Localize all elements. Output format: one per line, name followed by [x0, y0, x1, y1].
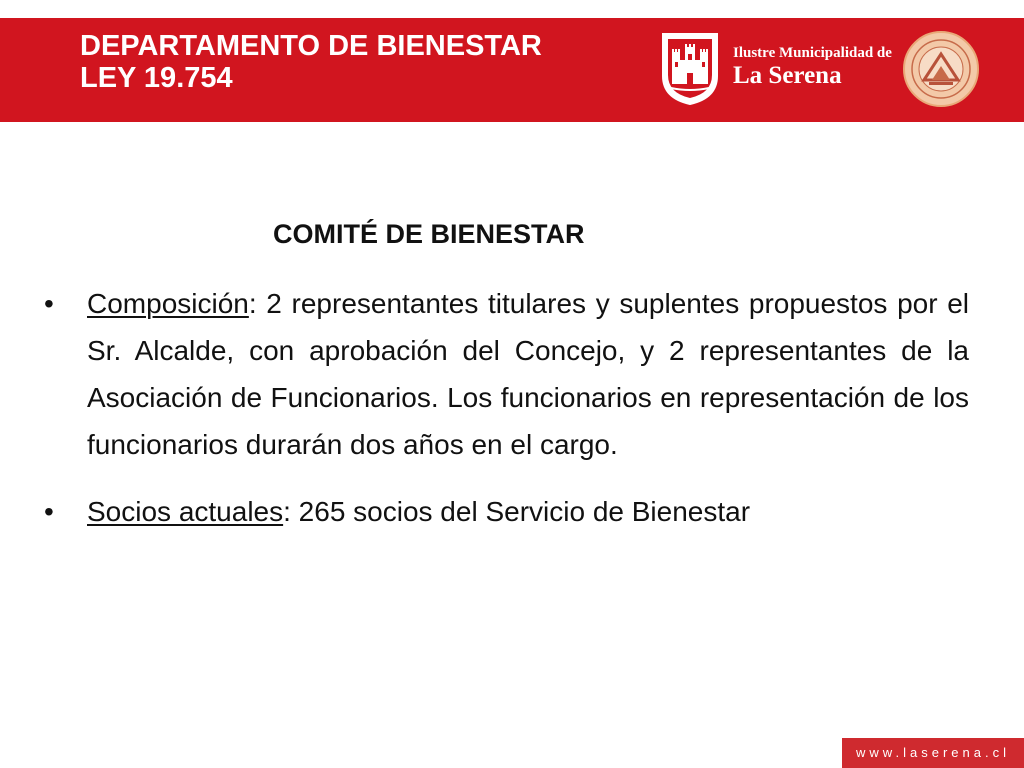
bullet-marker: • — [44, 288, 54, 319]
top-margin — [0, 0, 1024, 18]
bullet-list — [44, 280, 969, 535]
title-line-department: DEPARTAMENTO DE BIENESTAR — [80, 30, 542, 62]
bullet-separator: : — [248, 288, 257, 319]
circular-seal-icon — [902, 30, 980, 108]
bullet-term: Socios actuales — [87, 496, 284, 527]
title-line-law: LEY 19.754 — [80, 62, 233, 94]
municipality-name-line2: La Serena — [733, 62, 842, 89]
castle-crest-icon — [661, 32, 719, 106]
bullet-separator: : — [283, 496, 291, 527]
bullet-item-composition — [44, 280, 969, 468]
page-title — [80, 30, 660, 94]
bullet-body: 2 representantes titulares y suplentes propuestos por el Sr. Alcalde, con aprobación del Concejo, y 2 representantes de la Asociación de Funcionarios. Los funcionarios en representación de los funcionarios durarán dos años en el cargo. — [87, 288, 969, 460]
section-title: COMITÉ DE BIENESTAR — [273, 219, 585, 249]
bullet-text — [87, 488, 969, 535]
footer-bar — [842, 738, 1024, 768]
bullet-marker: • — [44, 496, 54, 527]
bullet-term: Composición — [87, 288, 249, 319]
bullet-text — [87, 280, 969, 468]
bullet-item-members — [44, 488, 969, 535]
bullet-body: 265 socios del Servicio de Bienestar — [290, 496, 751, 527]
municipality-logo-text — [733, 44, 898, 90]
website-url: www.laserena.cl — [856, 745, 1010, 760]
municipality-name-line1: Ilustre Municipalidad de — [733, 45, 892, 61]
